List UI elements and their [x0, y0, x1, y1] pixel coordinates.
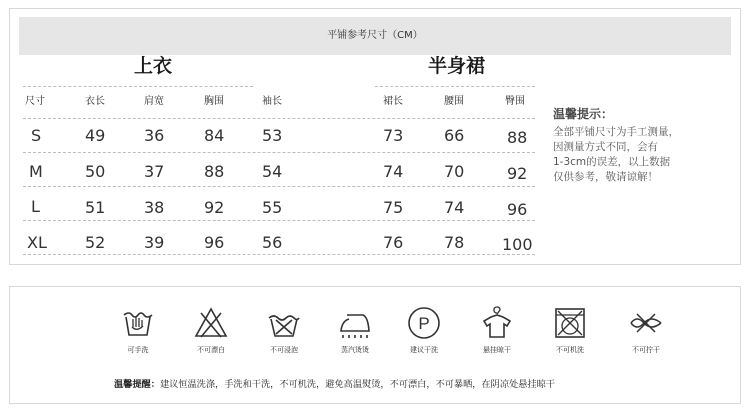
table-cell: 74	[383, 162, 404, 181]
table-cell: 50	[85, 162, 106, 181]
care-tip-label: 温馨提醒：	[114, 379, 160, 390]
table-cell: 76	[383, 233, 404, 252]
header-waist: 腰围	[444, 96, 464, 107]
table-cell: 84	[204, 126, 225, 145]
table-cell: 73	[383, 126, 404, 145]
divider-line	[23, 86, 253, 87]
top-section-title: 上衣	[134, 55, 173, 77]
hang-dry-icon	[479, 305, 515, 341]
no-soak-icon	[266, 305, 302, 341]
size-label: S	[31, 126, 42, 145]
care-label: 可手洗	[127, 346, 149, 354]
table-cell: 38	[144, 198, 165, 217]
care-item-hand-wash	[103, 305, 173, 355]
care-item-no-bleach	[176, 305, 246, 355]
size-banner: 平铺参考尺寸（CM）	[19, 17, 731, 55]
divider-line	[23, 220, 535, 221]
header-length: 衣长	[85, 96, 105, 107]
care-tip-text: 建议恒温洗涤，手洗和干洗，不可机洗，避免高温熨烫，不可漂白，不可暴晒，在阴凉处悬挂晾干	[159, 379, 555, 390]
dry-clean-icon	[406, 305, 442, 341]
table-cell: 49	[85, 126, 106, 145]
table-cell: 88	[204, 162, 225, 181]
table-cell: 75	[383, 198, 404, 217]
care-label: 不可拧干	[632, 346, 660, 354]
note-line: 仅供参考，敬请谅解！	[553, 171, 658, 183]
table-cell: 96	[507, 200, 528, 219]
header-bust: 胸围	[204, 96, 224, 107]
size-label: L	[31, 197, 40, 216]
care-item-no-soak	[249, 305, 319, 355]
header-hip: 臀围	[505, 96, 525, 107]
note-line: 全部平铺尺寸为手工测量，	[553, 126, 679, 138]
divider-line	[375, 86, 535, 87]
header-sleeve: 袖长	[262, 96, 282, 107]
steam-iron-icon	[337, 305, 373, 341]
note-line: 因测量方式不同，会有	[553, 141, 658, 153]
table-cell: 92	[507, 164, 528, 183]
care-label: 悬挂晾干	[483, 346, 511, 354]
table-cell: 78	[444, 233, 465, 252]
note-body	[553, 125, 723, 185]
care-item-dry-clean	[389, 305, 459, 355]
care-item-no-machine-wash	[535, 305, 605, 355]
hand-wash-icon	[120, 305, 156, 341]
size-label: M	[29, 162, 43, 181]
header-skirt-length: 裙长	[383, 96, 403, 107]
table-cell: 88	[507, 128, 528, 147]
table-cell: 66	[444, 126, 465, 145]
divider-line	[23, 118, 535, 119]
note-line: 1-3cm的误差，以上数据	[553, 156, 671, 168]
table-cell: 36	[144, 126, 165, 145]
no-machine-wash-icon	[552, 305, 588, 341]
table-cell: 52	[85, 233, 106, 252]
table-cell: 37	[144, 162, 165, 181]
table-cell: 39	[144, 233, 165, 252]
no-wring-icon	[628, 305, 664, 341]
table-cell: 54	[262, 162, 283, 181]
header-size: 尺寸	[25, 96, 45, 107]
care-label: 建议干洗	[410, 346, 438, 354]
table-cell: 92	[204, 198, 225, 217]
no-bleach-icon	[193, 305, 229, 341]
divider-line	[23, 186, 535, 187]
care-label: 不可机洗	[556, 346, 584, 354]
divider-line	[23, 254, 535, 255]
care-tip	[114, 376, 555, 390]
care-item-steam-iron	[320, 305, 390, 355]
header-shoulder: 肩宽	[144, 96, 164, 107]
table-cell: 96	[204, 233, 225, 252]
table-cell: 70	[444, 162, 465, 181]
note-title: 温馨提示：	[553, 107, 614, 121]
care-label: 不可浸泡	[270, 346, 298, 354]
care-item-no-wring	[611, 305, 681, 355]
care-item-hang-dry	[462, 305, 532, 355]
table-cell: 53	[262, 126, 283, 145]
size-label: XL	[27, 233, 47, 252]
table-cell: 56	[262, 233, 283, 252]
table-cell: 74	[444, 198, 465, 217]
skirt-section-title: 半身裙	[428, 55, 486, 77]
table-cell: 100	[502, 235, 533, 254]
divider-line	[23, 152, 535, 153]
table-cell: 55	[262, 198, 283, 217]
table-cell: 51	[85, 198, 106, 217]
dry-clean-symbol: P	[418, 314, 430, 333]
care-label: 不可漂白	[197, 346, 225, 354]
care-label: 蒸汽烫烫	[341, 346, 369, 354]
